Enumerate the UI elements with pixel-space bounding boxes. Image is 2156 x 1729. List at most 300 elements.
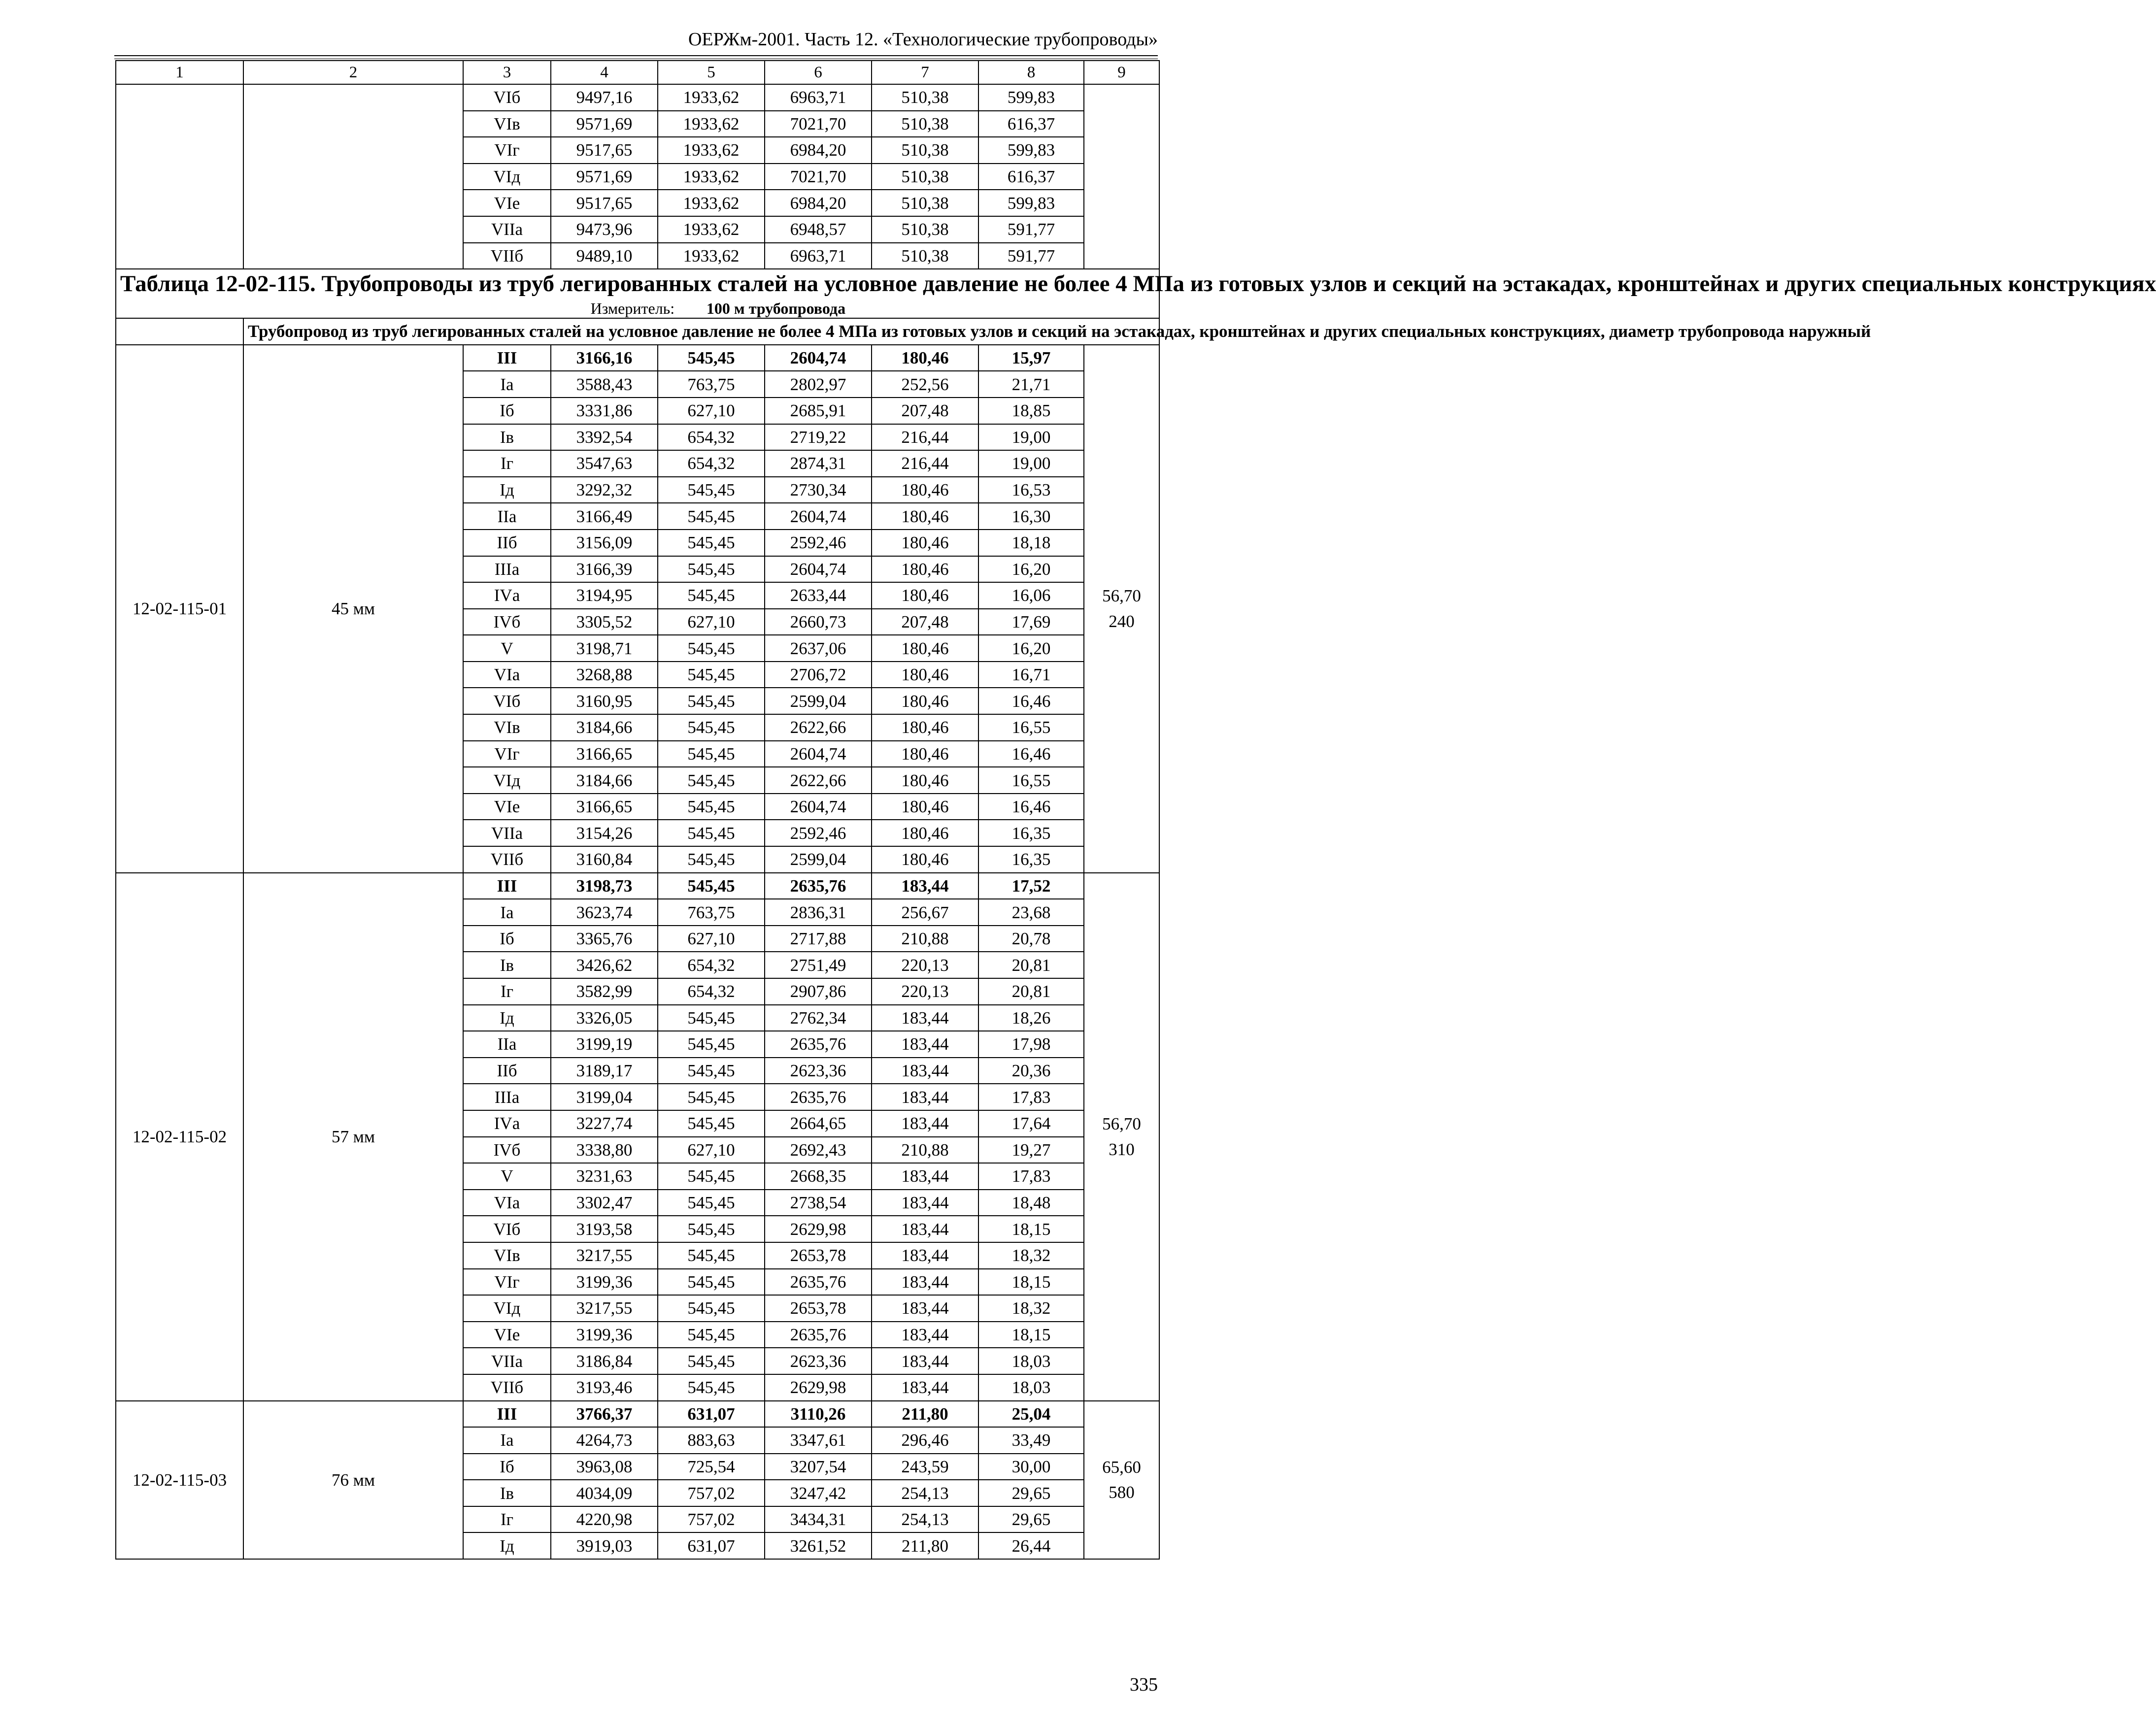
extra-value: 56,70: [1102, 1114, 1141, 1133]
value-cell: 2604,74: [765, 556, 872, 583]
table-title-cell: [116, 269, 2156, 318]
value-cell: 545,45: [658, 635, 765, 662]
value-cell: 631,07: [658, 1532, 765, 1559]
code-cell: [116, 84, 243, 269]
value-cell: 2653,78: [765, 1295, 872, 1322]
value-cell: 2660,73: [765, 609, 872, 635]
region-cell: VIе: [463, 190, 551, 216]
column-number-row: [116, 61, 1159, 84]
region-cell: VIа: [463, 1190, 551, 1216]
region-cell: VIб: [463, 1216, 551, 1242]
value-cell: 3766,37: [551, 1401, 658, 1428]
region-cell: VIг: [463, 1269, 551, 1296]
value-cell: 3184,66: [551, 767, 658, 794]
value-cell: 18,18: [978, 530, 1084, 556]
value-cell: 23,68: [978, 899, 1084, 926]
value-cell: 29,65: [978, 1480, 1084, 1506]
value-cell: 510,38: [872, 190, 978, 216]
value-cell: 183,44: [872, 1295, 978, 1322]
value-cell: 1933,62: [658, 164, 765, 190]
table-row: [116, 1401, 1159, 1428]
region-cell: VIIа: [463, 1348, 551, 1374]
value-cell: 18,32: [978, 1242, 1084, 1269]
blank-cell: [116, 318, 243, 345]
value-cell: 29,65: [978, 1506, 1084, 1533]
value-cell: 16,46: [978, 688, 1084, 714]
value-cell: 757,02: [658, 1506, 765, 1533]
value-cell: 26,44: [978, 1532, 1084, 1559]
value-cell: 180,46: [872, 688, 978, 714]
value-cell: 2599,04: [765, 688, 872, 714]
value-cell: 3292,32: [551, 477, 658, 503]
value-cell: 18,03: [978, 1374, 1084, 1401]
value-cell: 256,67: [872, 899, 978, 926]
value-cell: 599,83: [978, 190, 1084, 216]
value-cell: 18,48: [978, 1190, 1084, 1216]
value-cell: 725,54: [658, 1454, 765, 1480]
value-cell: 2622,66: [765, 714, 872, 741]
value-cell: 2635,76: [765, 873, 872, 899]
value-cell: 183,44: [872, 1084, 978, 1110]
value-cell: 3194,95: [551, 582, 658, 609]
value-cell: 183,44: [872, 1348, 978, 1374]
value-cell: 17,69: [978, 609, 1084, 635]
value-cell: 183,44: [872, 1190, 978, 1216]
value-cell: 3166,65: [551, 794, 658, 820]
value-cell: 2592,46: [765, 530, 872, 556]
column-number: 6: [765, 61, 872, 84]
value-cell: 180,46: [872, 714, 978, 741]
value-cell: 2592,46: [765, 820, 872, 846]
extra-value: 580: [1109, 1483, 1135, 1502]
value-cell: 545,45: [658, 794, 765, 820]
value-cell: 2623,36: [765, 1058, 872, 1084]
value-cell: 183,44: [872, 1322, 978, 1348]
value-cell: 1933,62: [658, 216, 765, 243]
value-cell: 1933,62: [658, 243, 765, 269]
value-cell: 6948,57: [765, 216, 872, 243]
value-cell: 545,45: [658, 556, 765, 583]
value-cell: 3217,55: [551, 1295, 658, 1322]
value-cell: 16,35: [978, 846, 1084, 873]
value-cell: 599,83: [978, 137, 1084, 164]
value-cell: 7021,70: [765, 111, 872, 137]
value-cell: 20,81: [978, 952, 1084, 978]
value-cell: 17,98: [978, 1031, 1084, 1058]
value-cell: 216,44: [872, 450, 978, 477]
extra-value: 65,60: [1102, 1457, 1141, 1477]
value-cell: 16,46: [978, 741, 1084, 767]
region-cell: VIIб: [463, 846, 551, 873]
value-cell: 654,32: [658, 952, 765, 978]
region-cell: Iв: [463, 952, 551, 978]
region-cell: IIб: [463, 1058, 551, 1084]
value-cell: 180,46: [872, 503, 978, 530]
value-cell: 3198,71: [551, 635, 658, 662]
value-cell: 545,45: [658, 1242, 765, 1269]
value-cell: 1933,62: [658, 111, 765, 137]
extra-cell: [1084, 84, 1159, 269]
unit-line: [120, 299, 1155, 318]
value-cell: 183,44: [872, 1216, 978, 1242]
region-cell: Iб: [463, 398, 551, 424]
value-cell: 545,45: [658, 345, 765, 371]
value-cell: 545,45: [658, 1348, 765, 1374]
value-cell: 2730,34: [765, 477, 872, 503]
value-cell: 183,44: [872, 1374, 978, 1401]
extra-cell: [1084, 1401, 1159, 1560]
value-cell: 2599,04: [765, 846, 872, 873]
region-cell: VIа: [463, 662, 551, 688]
value-cell: 2622,66: [765, 767, 872, 794]
value-cell: 3331,86: [551, 398, 658, 424]
value-cell: 3582,99: [551, 978, 658, 1005]
value-cell: 2706,72: [765, 662, 872, 688]
value-cell: 3199,36: [551, 1322, 658, 1348]
value-cell: 3963,08: [551, 1454, 658, 1480]
region-cell: Iб: [463, 1454, 551, 1480]
region-cell: VIб: [463, 688, 551, 714]
column-number: 9: [1084, 61, 1159, 84]
value-cell: 296,46: [872, 1427, 978, 1454]
value-cell: 545,45: [658, 503, 765, 530]
value-cell: 510,38: [872, 243, 978, 269]
value-cell: 3110,26: [765, 1401, 872, 1428]
value-cell: 17,83: [978, 1163, 1084, 1190]
value-cell: 9517,65: [551, 190, 658, 216]
value-cell: 183,44: [872, 1269, 978, 1296]
value-cell: 545,45: [658, 1322, 765, 1348]
value-cell: 654,32: [658, 450, 765, 477]
value-cell: 545,45: [658, 662, 765, 688]
value-cell: 757,02: [658, 1480, 765, 1506]
value-cell: 3392,54: [551, 424, 658, 451]
table-title-row: [116, 269, 1159, 318]
value-cell: 3261,52: [765, 1532, 872, 1559]
region-cell: Iд: [463, 1005, 551, 1031]
section-description-row: [116, 318, 1159, 345]
value-cell: 654,32: [658, 424, 765, 451]
value-cell: 180,46: [872, 767, 978, 794]
value-cell: 654,32: [658, 978, 765, 1005]
value-cell: 2633,44: [765, 582, 872, 609]
region-cell: V: [463, 635, 551, 662]
value-cell: 16,55: [978, 767, 1084, 794]
value-cell: 2604,74: [765, 503, 872, 530]
value-cell: 545,45: [658, 873, 765, 899]
value-cell: 3166,49: [551, 503, 658, 530]
value-cell: 9571,69: [551, 164, 658, 190]
region-cell: Iв: [463, 424, 551, 451]
value-cell: 3160,95: [551, 688, 658, 714]
value-cell: 210,88: [872, 926, 978, 952]
value-cell: 3338,80: [551, 1137, 658, 1164]
value-cell: 183,44: [872, 1058, 978, 1084]
value-cell: 545,45: [658, 477, 765, 503]
extra-value: 240: [1109, 611, 1135, 631]
value-cell: 2719,22: [765, 424, 872, 451]
column-number: 8: [978, 61, 1084, 84]
region-cell: IIа: [463, 503, 551, 530]
value-cell: 627,10: [658, 1137, 765, 1164]
column-number: 7: [872, 61, 978, 84]
value-cell: 599,83: [978, 84, 1084, 111]
region-cell: VIд: [463, 164, 551, 190]
header-rule: [114, 55, 1158, 59]
value-cell: 9517,65: [551, 137, 658, 164]
value-cell: 180,46: [872, 741, 978, 767]
value-cell: 3154,26: [551, 820, 658, 846]
pipe-diameter: 76 мм: [243, 1401, 463, 1560]
value-cell: 545,45: [658, 1110, 765, 1137]
region-cell: III: [463, 345, 551, 371]
table-body: [116, 61, 2156, 1559]
value-cell: 33,49: [978, 1427, 1084, 1454]
region-cell: V: [463, 1163, 551, 1190]
value-cell: 1933,62: [658, 190, 765, 216]
region-cell: VIIб: [463, 1374, 551, 1401]
value-cell: 545,45: [658, 767, 765, 794]
value-cell: 207,48: [872, 398, 978, 424]
value-cell: 16,55: [978, 714, 1084, 741]
region-cell: Iд: [463, 1532, 551, 1559]
region-cell: IVб: [463, 1137, 551, 1164]
value-cell: 545,45: [658, 688, 765, 714]
value-cell: 3434,31: [765, 1506, 872, 1533]
value-cell: 6963,71: [765, 84, 872, 111]
value-cell: 7021,70: [765, 164, 872, 190]
value-cell: 1933,62: [658, 84, 765, 111]
value-cell: 220,13: [872, 952, 978, 978]
value-cell: 9489,10: [551, 243, 658, 269]
table-row: [116, 873, 1159, 899]
value-cell: 545,45: [658, 530, 765, 556]
value-cell: 18,32: [978, 1295, 1084, 1322]
value-cell: 6984,20: [765, 190, 872, 216]
value-cell: 3160,84: [551, 846, 658, 873]
value-cell: 2635,76: [765, 1031, 872, 1058]
value-cell: 616,37: [978, 164, 1084, 190]
value-cell: 2751,49: [765, 952, 872, 978]
region-cell: VIв: [463, 111, 551, 137]
region-cell: IIIа: [463, 1084, 551, 1110]
value-cell: 591,77: [978, 243, 1084, 269]
value-cell: 2664,65: [765, 1110, 872, 1137]
value-cell: 2604,74: [765, 741, 872, 767]
value-cell: 3166,16: [551, 345, 658, 371]
value-cell: 3217,55: [551, 1242, 658, 1269]
region-cell: IIа: [463, 1031, 551, 1058]
value-cell: 2653,78: [765, 1242, 872, 1269]
value-cell: 2629,98: [765, 1216, 872, 1242]
value-cell: 16,20: [978, 635, 1084, 662]
value-cell: 3166,65: [551, 741, 658, 767]
page-number: 335: [1130, 1674, 1158, 1695]
value-cell: 180,46: [872, 556, 978, 583]
value-cell: 18,15: [978, 1216, 1084, 1242]
pipe-diameter: 45 мм: [243, 345, 463, 873]
value-cell: 25,04: [978, 1401, 1084, 1428]
value-cell: 545,45: [658, 1216, 765, 1242]
pipe-diameter: 57 мм: [243, 873, 463, 1401]
value-cell: 183,44: [872, 1031, 978, 1058]
value-cell: 21,71: [978, 371, 1084, 398]
region-cell: VIг: [463, 741, 551, 767]
region-cell: Iб: [463, 926, 551, 952]
value-cell: 3184,66: [551, 714, 658, 741]
region-cell: VIв: [463, 1242, 551, 1269]
page-header: ОЕРЖм-2001. Часть 12. «Технологические трубопроводы»: [688, 29, 1158, 50]
region-cell: Iа: [463, 371, 551, 398]
region-cell: Iв: [463, 1480, 551, 1506]
value-cell: 3919,03: [551, 1532, 658, 1559]
value-cell: 2907,86: [765, 978, 872, 1005]
value-cell: 3547,63: [551, 450, 658, 477]
value-cell: 3426,62: [551, 952, 658, 978]
value-cell: 545,45: [658, 1295, 765, 1322]
rate-code: 12-02-115-03: [116, 1401, 243, 1560]
value-cell: 510,38: [872, 137, 978, 164]
value-cell: 2738,54: [765, 1190, 872, 1216]
value-cell: 19,00: [978, 424, 1084, 451]
column-number: 1: [116, 61, 243, 84]
value-cell: 3268,88: [551, 662, 658, 688]
value-cell: 3365,76: [551, 926, 658, 952]
value-cell: 210,88: [872, 1137, 978, 1164]
table-row: [116, 345, 1159, 371]
region-cell: VIIа: [463, 216, 551, 243]
value-cell: 6963,71: [765, 243, 872, 269]
value-cell: 545,45: [658, 1084, 765, 1110]
column-number: 5: [658, 61, 765, 84]
region-cell: VIд: [463, 767, 551, 794]
value-cell: 3623,74: [551, 899, 658, 926]
value-cell: 2668,35: [765, 1163, 872, 1190]
table-title: Таблица 12-02-115. Трубопроводы из труб легированных сталей на условное давление не более 4 МПа из готовых узлов и секций на эстакадах, кронштейнах и других специальных конструкциях: [120, 271, 2156, 297]
value-cell: 545,45: [658, 1269, 765, 1296]
value-cell: 3193,58: [551, 1216, 658, 1242]
value-cell: 16,20: [978, 556, 1084, 583]
value-cell: 30,00: [978, 1454, 1084, 1480]
diameter-cell: [243, 84, 463, 269]
value-cell: 3199,19: [551, 1031, 658, 1058]
value-cell: 2635,76: [765, 1084, 872, 1110]
value-cell: 627,10: [658, 926, 765, 952]
value-cell: 545,45: [658, 1058, 765, 1084]
value-cell: 180,46: [872, 635, 978, 662]
value-cell: 183,44: [872, 1005, 978, 1031]
region-cell: IVб: [463, 609, 551, 635]
value-cell: 183,44: [872, 873, 978, 899]
value-cell: 18,15: [978, 1269, 1084, 1296]
value-cell: 3189,17: [551, 1058, 658, 1084]
value-cell: 17,52: [978, 873, 1084, 899]
value-cell: 545,45: [658, 1374, 765, 1401]
value-cell: 3199,36: [551, 1269, 658, 1296]
value-cell: 763,75: [658, 899, 765, 926]
value-cell: 1933,62: [658, 137, 765, 164]
value-cell: 254,13: [872, 1480, 978, 1506]
extra-cell: [1084, 873, 1159, 1401]
value-cell: 18,85: [978, 398, 1084, 424]
value-cell: 3305,52: [551, 609, 658, 635]
value-cell: 16,06: [978, 582, 1084, 609]
value-cell: 180,46: [872, 477, 978, 503]
region-cell: IVа: [463, 1110, 551, 1137]
value-cell: 4034,09: [551, 1480, 658, 1506]
value-cell: 3156,09: [551, 530, 658, 556]
value-cell: 591,77: [978, 216, 1084, 243]
region-cell: VIе: [463, 794, 551, 820]
region-cell: VIв: [463, 714, 551, 741]
value-cell: 180,46: [872, 345, 978, 371]
value-cell: 3198,73: [551, 873, 658, 899]
value-cell: 19,00: [978, 450, 1084, 477]
region-cell: VIб: [463, 84, 551, 111]
value-cell: 254,13: [872, 1506, 978, 1533]
unit-label: Измеритель:: [590, 299, 675, 318]
unit-value: 100 м трубопровода: [706, 299, 846, 318]
value-cell: 2685,91: [765, 398, 872, 424]
value-cell: 545,45: [658, 1005, 765, 1031]
rates-table: [115, 60, 2156, 1560]
value-cell: 545,45: [658, 1163, 765, 1190]
value-cell: 545,45: [658, 741, 765, 767]
value-cell: 2802,97: [765, 371, 872, 398]
value-cell: 883,63: [658, 1427, 765, 1454]
region-cell: Iг: [463, 978, 551, 1005]
value-cell: 16,30: [978, 503, 1084, 530]
value-cell: 3186,84: [551, 1348, 658, 1374]
column-number: 2: [243, 61, 463, 84]
value-cell: 207,48: [872, 609, 978, 635]
region-cell: VIIа: [463, 820, 551, 846]
value-cell: 20,78: [978, 926, 1084, 952]
value-cell: 9473,96: [551, 216, 658, 243]
value-cell: 211,80: [872, 1532, 978, 1559]
value-cell: 545,45: [658, 820, 765, 846]
value-cell: 2836,31: [765, 899, 872, 926]
region-cell: Iг: [463, 1506, 551, 1533]
region-cell: Iг: [463, 450, 551, 477]
value-cell: 2629,98: [765, 1374, 872, 1401]
value-cell: 3347,61: [765, 1427, 872, 1454]
value-cell: 16,35: [978, 820, 1084, 846]
value-cell: 9497,16: [551, 84, 658, 111]
value-cell: 2635,76: [765, 1269, 872, 1296]
value-cell: 545,45: [658, 1031, 765, 1058]
column-number: 4: [551, 61, 658, 84]
region-cell: Iа: [463, 1427, 551, 1454]
value-cell: 2604,74: [765, 794, 872, 820]
value-cell: 180,46: [872, 662, 978, 688]
value-cell: 180,46: [872, 582, 978, 609]
value-cell: 2692,43: [765, 1137, 872, 1164]
value-cell: 183,44: [872, 1242, 978, 1269]
extra-value: 310: [1109, 1139, 1135, 1159]
value-cell: 16,53: [978, 477, 1084, 503]
column-number: 3: [463, 61, 551, 84]
value-cell: 3302,47: [551, 1190, 658, 1216]
value-cell: 180,46: [872, 794, 978, 820]
region-cell: Iд: [463, 477, 551, 503]
value-cell: 243,59: [872, 1454, 978, 1480]
value-cell: 2762,34: [765, 1005, 872, 1031]
region-cell: III: [463, 1401, 551, 1428]
value-cell: 9571,69: [551, 111, 658, 137]
region-cell: Iа: [463, 899, 551, 926]
region-cell: VIд: [463, 1295, 551, 1322]
